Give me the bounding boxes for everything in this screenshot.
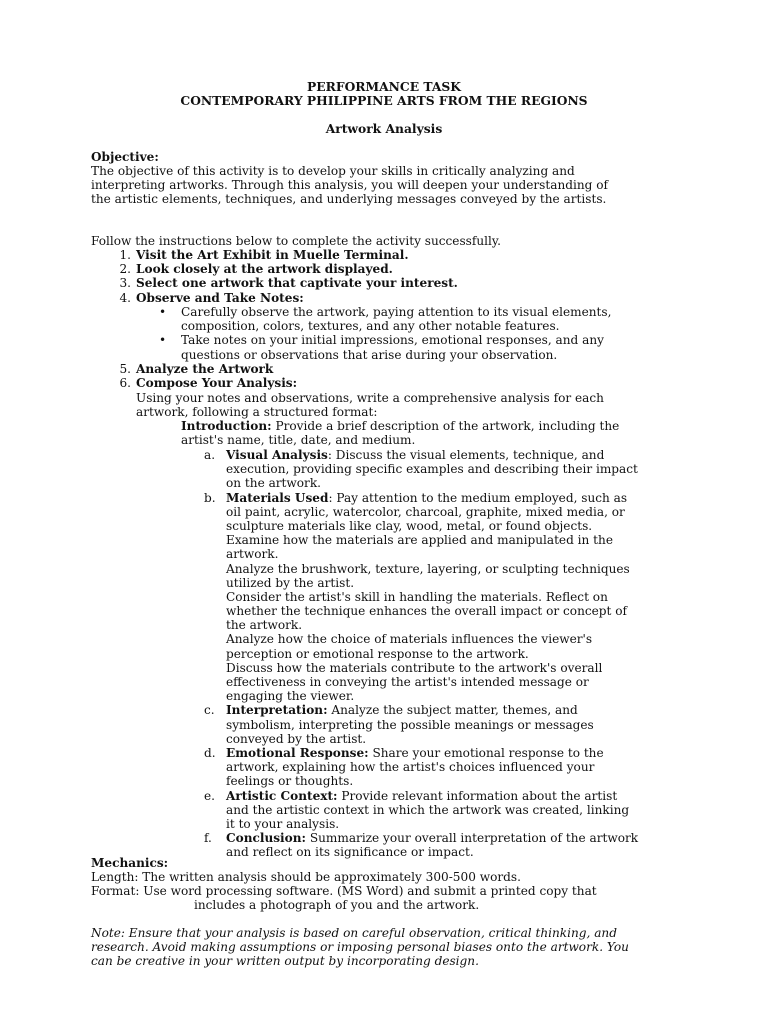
sub-item-e: [0, 789, 768, 832]
list-text: Visit the Art Exhibit in Muelle Terminal.: [136, 248, 409, 262]
sub-item-list: [0, 448, 768, 859]
sub-item-label: Interpretation:: [226, 703, 328, 718]
sub-item-text: symbolism, interpreting the possible meanings or messages: [226, 717, 594, 732]
sub-item-text: and the artistic context in which the artwork was created, linking: [226, 802, 630, 817]
compose-line: Using your notes and observations, write a comprehensive analysis for each: [136, 391, 604, 405]
introduction-line: artist's name, title, date, and medium.: [181, 433, 416, 447]
objective-line: The objective of this activity is to develop your skills in critically analyzing and: [91, 164, 575, 178]
list-text: Select one artwork that captivate your interest.: [136, 276, 458, 291]
bullet-item-cont: [0, 348, 768, 362]
bullet-text: questions or observations that arise during your observation.: [181, 347, 558, 362]
bullet-item-cont: [0, 319, 768, 333]
bullet-text: Take notes on your initial impressions, emotional responses, and any: [181, 333, 604, 348]
bullet-icon: •: [159, 305, 167, 319]
sub-item-text: engaging the viewer.: [226, 689, 355, 704]
sub-item-text: the artwork.: [226, 618, 303, 633]
sub-item-text: : Discuss the visual elements, technique, and: [327, 448, 605, 462]
sub-item-letter: a.: [204, 448, 216, 462]
note-line: research. Avoid making assumptions or imposing personal biases onto the artwork. You: [91, 940, 629, 954]
sub-item-text: and reflect on its significance or impact.: [226, 845, 474, 860]
introduction-label: Introduction:: [181, 419, 272, 433]
list-number: 4.: [119, 290, 131, 305]
sub-item-letter: c.: [204, 703, 215, 718]
sub-item-text: oil paint, acrylic, watercolor, charcoal, graphite, mixed media, or: [226, 504, 625, 519]
sub-item-text: artwork, explaining how the artist's choices influenced your: [226, 760, 595, 775]
sub-item-label: Visual Analysis: [226, 448, 328, 462]
sub-item-text: on the artwork.: [226, 476, 322, 491]
sub-item-text: artwork.: [226, 547, 279, 562]
sub-item-text: Provide relevant information about the artist: [337, 788, 618, 803]
sub-item-text: execution, providing specific examples and describing their impact: [226, 462, 638, 477]
sub-item-text: effectiveness in conveying the artist's intended message or: [226, 675, 589, 689]
sub-item-b: [0, 491, 768, 704]
sub-item-text: perception or emotional response to the artwork.: [226, 646, 529, 661]
sub-item-text: sculpture materials like clay, wood, metal, or found objects.: [226, 518, 593, 533]
sub-item-text: Analyze the subject matter, themes, and: [327, 703, 578, 718]
sub-item-c: [0, 703, 768, 746]
sub-item-text: it to your analysis.: [226, 816, 340, 831]
steps-list-continued: [0, 362, 768, 390]
instructions-intro: Follow the instructions below to complete the activity successfully.: [91, 234, 501, 248]
doc-subtitle: Artwork Analysis: [325, 121, 443, 136]
list-number: 2.: [119, 262, 131, 277]
sub-item-a: [0, 448, 768, 491]
sub-item-label: Artistic Context:: [226, 788, 338, 803]
list-number: 3.: [119, 276, 131, 291]
sub-item-text: : Pay attention to the medium employed, such as: [328, 490, 628, 505]
list-number: 5.: [119, 362, 131, 376]
doc-title: PERFORMANCE TASK: [307, 79, 461, 94]
list-item: [0, 262, 768, 276]
sub-item-letter: b.: [204, 490, 216, 505]
list-item: [0, 362, 768, 376]
steps-list: [0, 248, 768, 305]
sub-item-letter: e.: [204, 788, 216, 803]
objective-line: interpreting artworks. Through this analysis, you will deepen your understanding of: [91, 178, 608, 192]
list-text: Compose Your Analysis:: [136, 376, 298, 391]
sub-item-text: Share your emotional response to the: [368, 745, 604, 760]
note-line: Note: Ensure that your analysis is based on careful observation, critical thinking, and: [91, 926, 617, 940]
sub-item-text: Summarize your overall interpretation of the artwork: [305, 831, 639, 846]
bullet-text: Carefully observe the artwork, paying attention to its visual elements,: [181, 305, 612, 319]
bullet-list: [0, 305, 768, 362]
sub-item-text: utilized by the artist.: [226, 575, 355, 590]
sub-item-d: [0, 746, 768, 789]
bullet-icon: •: [159, 333, 167, 348]
sub-item-text: Consider the artist's skill in handling the materials. Reflect on: [226, 589, 608, 604]
note-line: can be creative in your written output by incorporating design.: [91, 954, 479, 968]
bullet-text: composition, colors, textures, and any other notable features.: [181, 319, 560, 334]
sub-item-label: Conclusion:: [226, 831, 306, 846]
sub-item-text: Discuss how the materials contribute to the artwork's overall: [226, 660, 603, 675]
sub-item-label: Materials Used: [226, 490, 329, 505]
list-item: [0, 248, 768, 262]
sub-item-text: Analyze how the choice of materials influences the viewer's: [226, 632, 593, 647]
mechanics-label: Mechanics:: [91, 856, 169, 870]
sub-item-letter: d.: [204, 745, 216, 760]
sub-item-label: Emotional Response:: [226, 745, 369, 760]
sub-item-text: Analyze the brushwork, texture, layering, or sculpting techniques: [226, 561, 630, 576]
sub-item-text: whether the technique enhances the overall impact or concept of: [226, 604, 628, 619]
compose-line: artwork, following a structured format:: [136, 405, 378, 419]
list-item: [0, 291, 768, 305]
sub-item-text: feelings or thoughts.: [226, 774, 354, 789]
list-text: Observe and Take Notes:: [136, 290, 304, 305]
list-item: [0, 376, 768, 390]
objective-label: Objective:: [91, 150, 159, 164]
mechanics-format-cont: includes a photograph of you and the artwork.: [194, 898, 480, 912]
sub-item-letter: f.: [204, 831, 212, 846]
objective-line: the artistic elements, techniques, and underlying messages conveyed by the artists.: [91, 192, 607, 206]
mechanics-format: Format: Use word processing software. (MS Word) and submit a printed copy that: [91, 884, 597, 898]
introduction-line: [181, 419, 619, 433]
bullet-item: [0, 333, 768, 347]
sub-item-text: Examine how the materials are applied and manipulated in the: [226, 533, 613, 548]
list-item: [0, 276, 768, 290]
introduction-text: Provide a brief description of the artwork, including the: [271, 419, 620, 433]
list-text: Analyze the Artwork: [136, 362, 274, 376]
bullet-item: [0, 305, 768, 319]
list-number: 6.: [119, 376, 131, 391]
list-text: Look closely at the artwork displayed.: [136, 262, 393, 277]
doc-course-title: CONTEMPORARY PHILIPPINE ARTS FROM THE REGIONS: [180, 93, 588, 108]
sub-item-text: conveyed by the artist.: [226, 731, 367, 746]
mechanics-length: Length: The written analysis should be approximately 300-500 words.: [91, 870, 521, 884]
list-number: 1.: [119, 248, 131, 262]
